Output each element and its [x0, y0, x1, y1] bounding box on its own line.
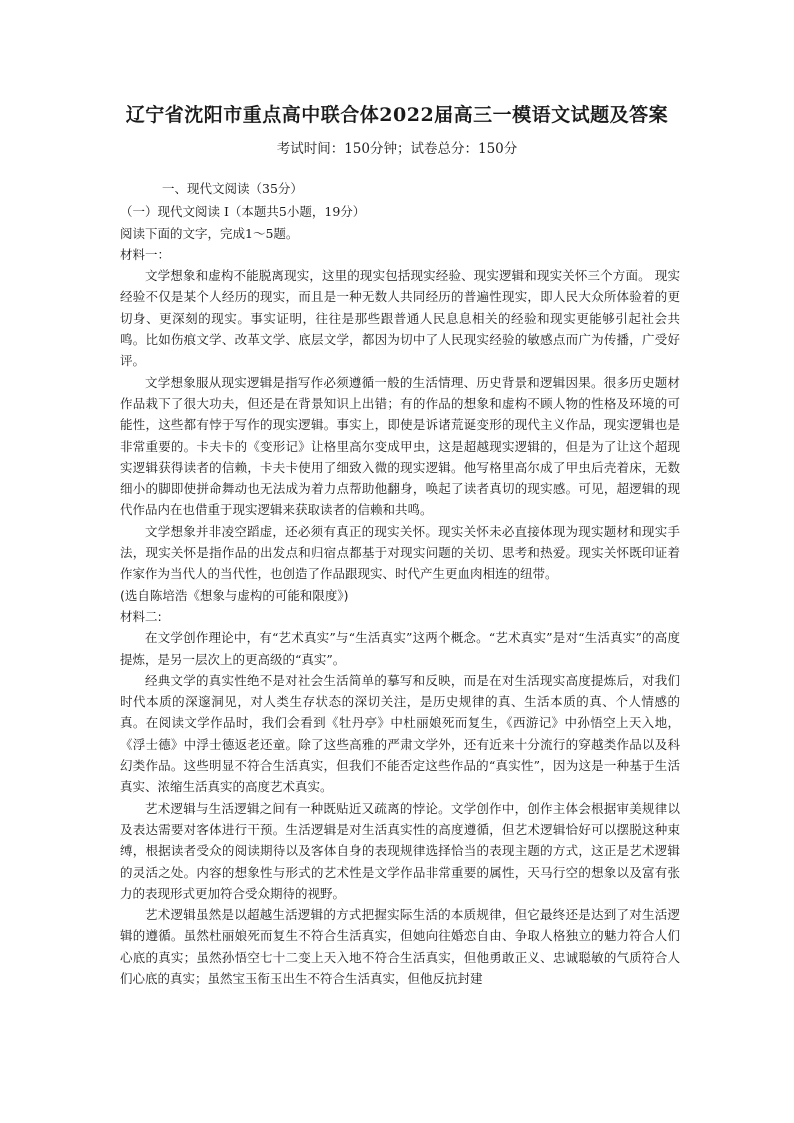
- page-title: 辽宁省沈阳市重点高中联合体2022届高三一模语文试题及答案: [125, 104, 669, 126]
- material2-paragraph: 经典文学的真实性绝不是对社会生活简单的摹写和反映，而是在对生活现实高度提炼后，对我们时代本质的深邃洞见，对人类生存状态的深切关注，是历史规律的真、生活本质的真、个人情感的真。在阅读文学作品时，我们会看到《牡丹亭》中杜丽娘死而复生，《西游记》中孙悟空上天入地，《浮士德》中浮士德返老还童。除了这些高雅的严肃文学外，还有近来十分流行的穿越类作品以及科幻类作品。这些明显不符合生活真实，但我们不能否定这些作品的“真实性”，因为这是一种基于生活真实、浓缩生活真实的高度艺术真实。: [120, 672, 680, 795]
- subsection-heading: （一）现代文阅读 I（本题共5小题，19分）: [120, 204, 366, 220]
- section-heading: 一、现代文阅读（35分）: [162, 181, 303, 196]
- material2-label: 材料二:: [120, 608, 162, 624]
- material2-paragraph: 艺术逻辑与生活逻辑之间有一种既贴近又疏离的悖论。文学创作中，创作主体会根据审美规律以及表达需要对客体进行干预。生活逻辑是对生活真实性的高度遵循，但艺术逻辑恰好可以摆脱这种束缚，根据读者受众的阅读期待以及客体自身的表现规律选择恰当的表现主题的方式，这正是艺术逻辑的灵活之处。内容的想象性与形式的艺术性是文学作品非常重要的属性，天马行空的想象以及富有张力的表现形式更加符合受众期待的视野。: [120, 800, 680, 901]
- material2-paragraph: 在文学创作理论中，有“艺术真实”与“生活真实”这两个概念。“艺术真实”是对“生活真实”的高度提炼，是另一层次上的更高级的“真实”。: [120, 630, 680, 667]
- exam-info: 考试时间：150分钟；试卷总分：150分: [276, 141, 518, 157]
- document-body: [120, 178, 680, 989]
- material1-paragraph: 文学想象并非凌空蹈虚，还必须有真正的现实关怀。现实关怀未必直接体现为现实题材和现实手法，现实关怀是指作品的出发点和归宿点都基于对现实问题的关切、思考和热爱。现实关怀既印证着作家作为当代人的当代性，也创造了作品跟现实、时代产生更血肉相连的纽带。: [120, 523, 680, 582]
- material1-source: (选自陈培浩《想象与虚构的可能和限度》): [120, 587, 349, 603]
- material2-paragraph: 艺术逻辑虽然是以超越生活逻辑的方式把握实际生活的本质规律，但它最终还是达到了对生活逻辑的遵循。虽然杜丽娘死而复生不符合生活真实，但她向往婚恋自由、争取人格独立的魅力符合人们心底的真实；虽然孙悟空七十二变上天入地不符合生活真实，但他勇敢正义、忠诚聪敏的气质符合人们心底的真实；虽然宝玉衔玉出生不符合生活真实，但他反抗封建: [120, 907, 680, 986]
- material1-paragraph: 文学想象和虚构不能脱离现实，这里的现实包括现实经验、现实逻辑和现实关怀三个方面。 现实经验不仅是某个人经历的现实，而且是一种无数人共同经历的普遍性现实，即人民大众所体验着的更切身、更深刻的现实。事实证明，往往是那些跟普通人民息息相关的经验和现实更能够引起社会共鸣。比如伤痕文学、改革文学、底层文学，都因为切中了人民现实经验的敏感点而广为传播，广受好评。: [120, 268, 680, 369]
- material1-label: 材料一：: [120, 246, 171, 262]
- material1-paragraph: 文学想象服从现实逻辑是指写作必须遵循一般的生活情理、历史背景和逻辑因果。很多历史题材作品栽下了很大功夫，但还是在背景知识上出错；有的作品的想象和虚构不顾人物的性格及环境的可能性，这些都有悖于写作的现实逻辑。事实上，即使是诉诸荒诞变形的现代主义作品，现实逻辑也是非常重要的。卡夫卡的《变形记》让格里高尔变成甲虫，这是超越现实逻辑的，但是为了让这个超现实逻辑获得读者的信赖，卡夫卡使用了细致入微的现实逻辑。他写格里高尔成了甲虫后壳着床，无数细小的脚即使拼命舞动也无法成为着力点帮助他翻身，唤起了读者真切的现实感。可见，超逻辑的现代作品内在也借重于现实逻辑来获取读者的信赖和共鸣。: [120, 374, 680, 518]
- reading-instruction: 阅读下面的文字，完成1～5题。: [120, 225, 299, 241]
